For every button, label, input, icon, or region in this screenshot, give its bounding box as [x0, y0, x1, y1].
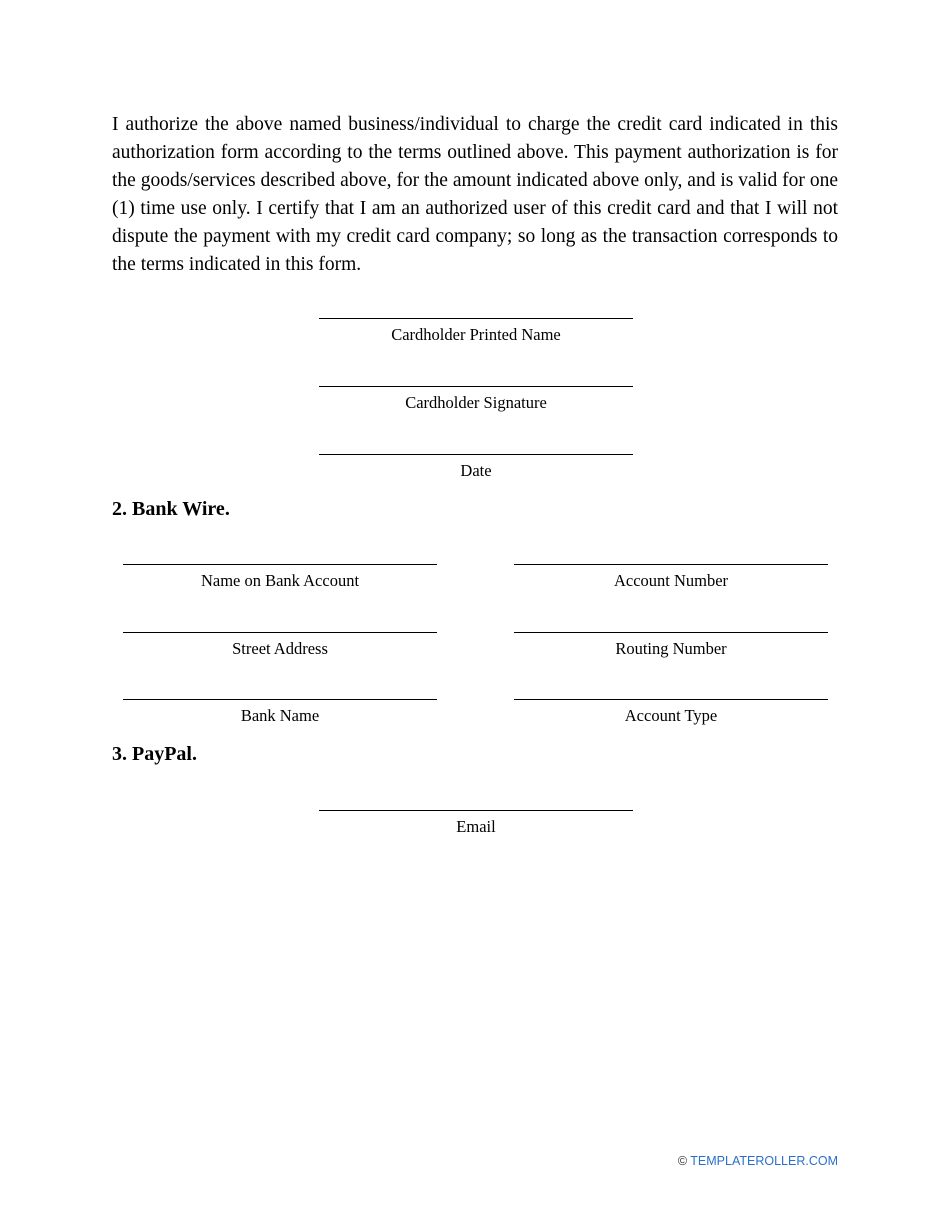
email-field[interactable]	[319, 792, 633, 837]
cardholder-printed-name-field[interactable]	[319, 300, 633, 345]
routing-number-field[interactable]	[514, 614, 828, 659]
signature-line	[319, 300, 633, 319]
account-number-field[interactable]	[514, 546, 828, 591]
footer	[678, 1154, 838, 1168]
signature-line	[514, 614, 828, 633]
signature-line	[514, 681, 828, 700]
copyright-symbol: ©	[677, 1154, 688, 1168]
authorization-paragraph: I authorize the above named business/individual to charge the credit card indicated in this authorization form according to the terms outlined above. This payment authorization is for the goods/services described above, for the amount indicated above only, and is valid for one (1) time use only. I certify that I am an authorized user of this credit card and that I will not dispute the payment with my credit card company; so long as the transaction corresponds to the terms indicated in this form.	[112, 114, 838, 275]
name-on-bank-account-label: Name on Bank Account	[200, 571, 360, 590]
date-label: Date	[460, 461, 492, 480]
signature-line	[123, 614, 437, 633]
account-number-label: Account Number	[613, 571, 729, 590]
routing-number-label: Routing Number	[615, 639, 727, 658]
paypal-heading: 3. PayPal.	[112, 743, 197, 765]
templateroller-link[interactable]: TEMPLATEROLLER.COM	[690, 1154, 838, 1168]
signature-line	[123, 681, 437, 700]
signature-line	[319, 436, 633, 455]
date-field[interactable]	[319, 436, 633, 481]
cardholder-signature-label: Cardholder Signature	[405, 393, 547, 412]
name-on-bank-account-field[interactable]	[123, 546, 437, 591]
street-address-field[interactable]	[123, 614, 437, 659]
signature-line	[123, 546, 437, 565]
bank-wire-heading: 2. Bank Wire.	[112, 498, 230, 520]
account-type-label: Account Type	[624, 706, 718, 725]
cardholder-printed-name-label: Cardholder Printed Name	[391, 325, 561, 344]
account-type-field[interactable]	[514, 681, 828, 726]
cardholder-signature-field[interactable]	[319, 368, 633, 413]
street-address-label: Street Address	[232, 639, 328, 658]
signature-line	[514, 546, 828, 565]
bank-name-label: Bank Name	[240, 706, 320, 725]
bank-name-field[interactable]	[123, 681, 437, 726]
signature-line	[319, 368, 633, 387]
signature-line	[319, 792, 633, 811]
email-label: Email	[456, 817, 496, 836]
